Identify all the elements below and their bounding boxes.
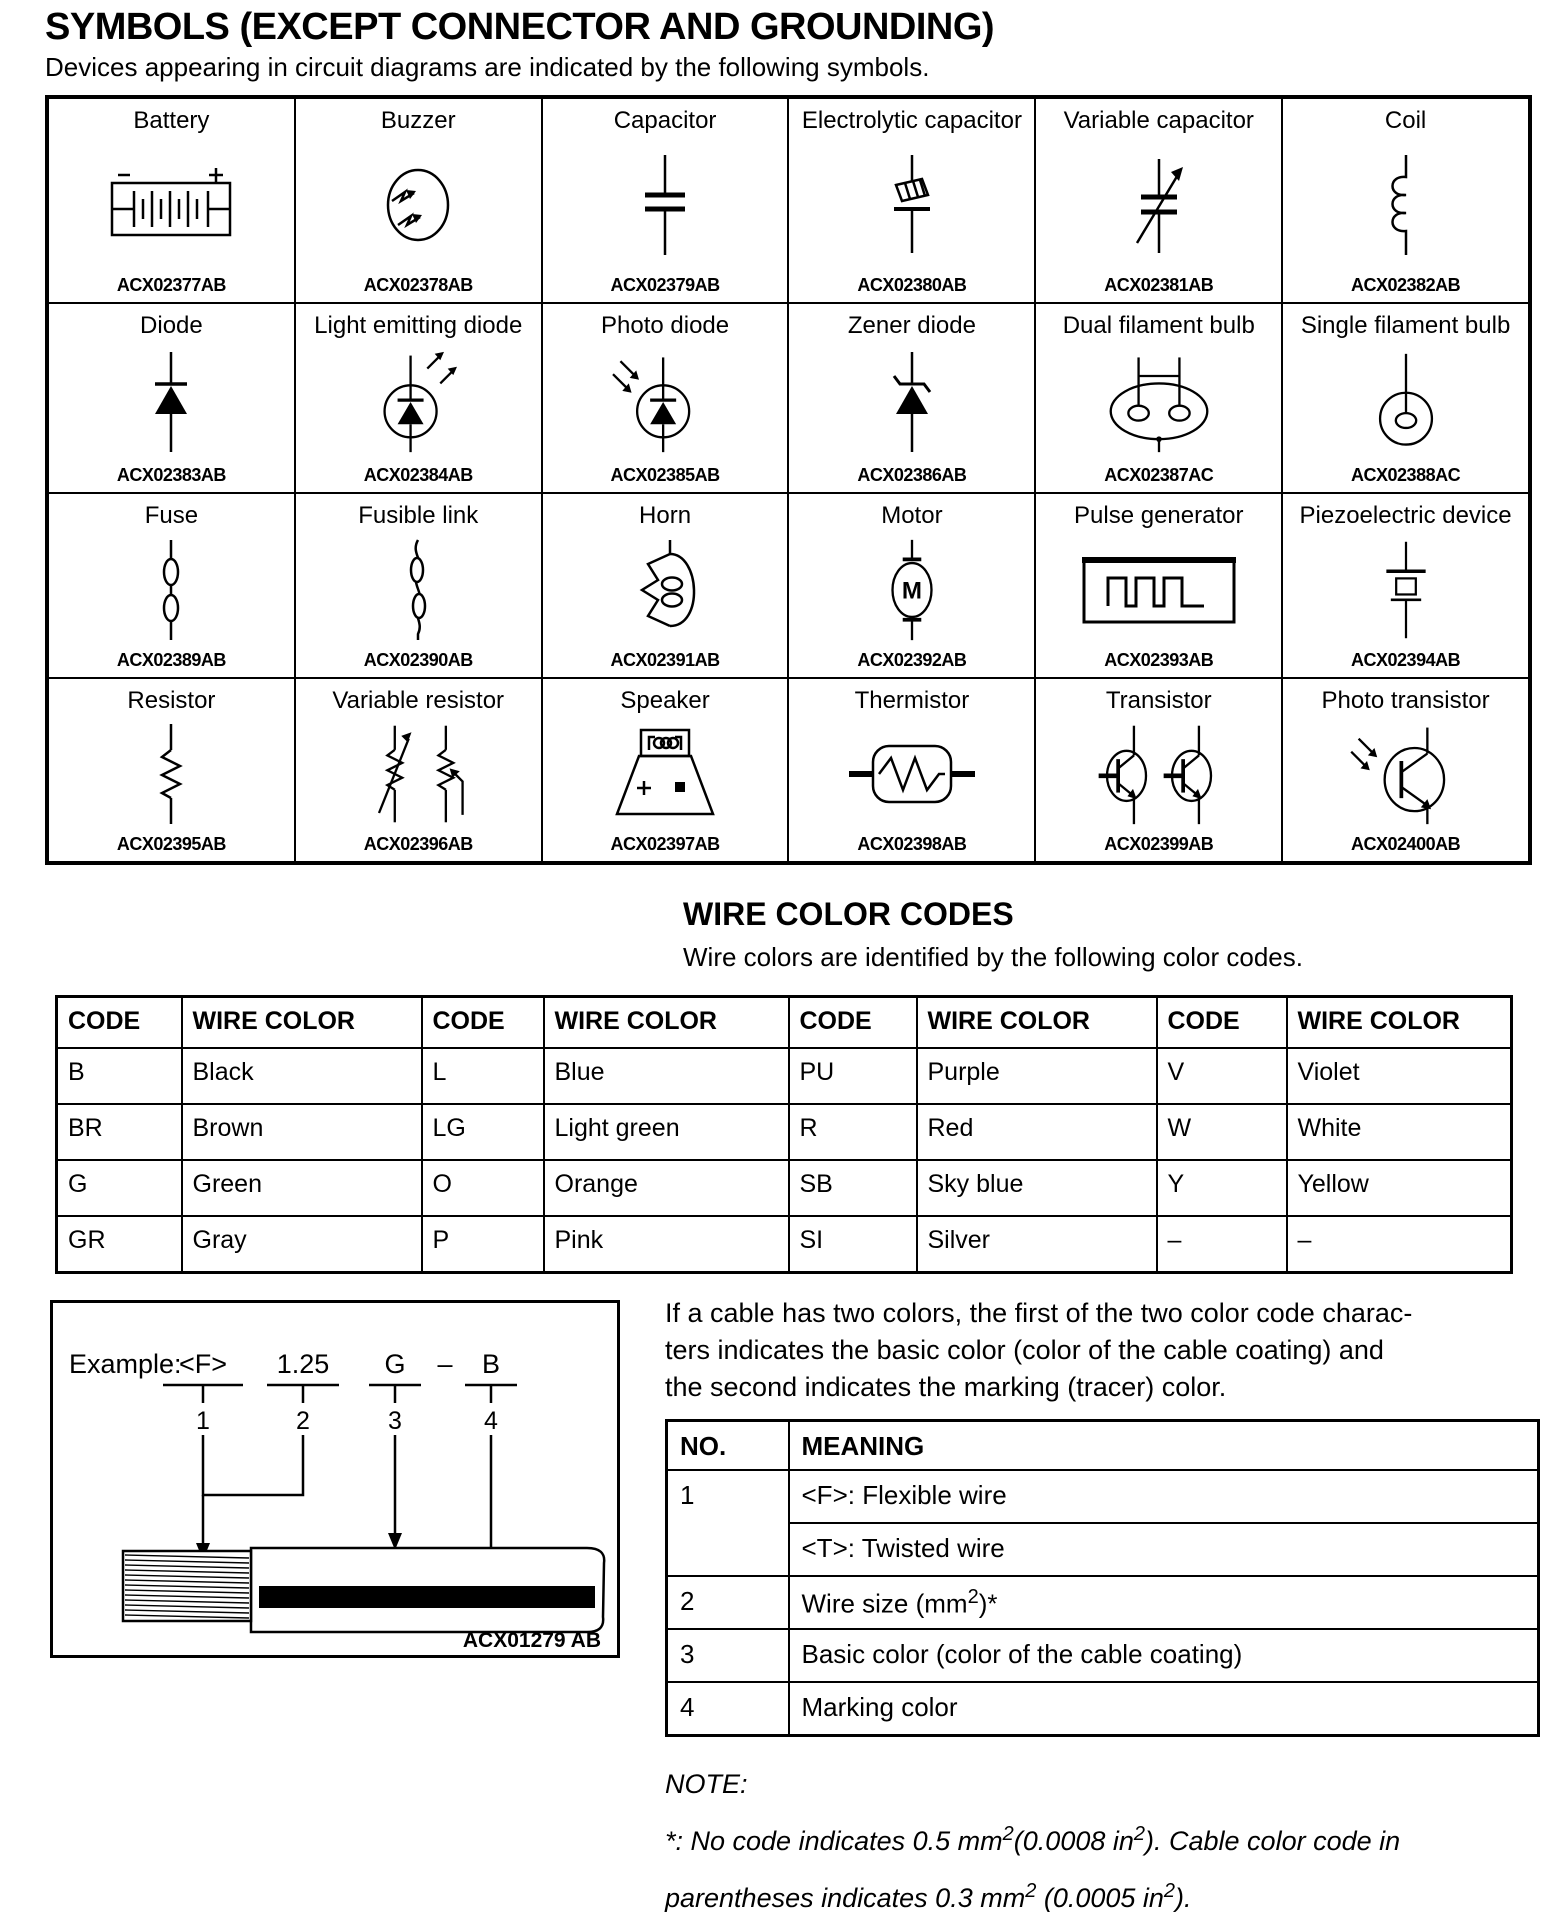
col-header: WIRE COLOR	[182, 997, 422, 1049]
symbol-label: Piezoelectric device	[1299, 502, 1512, 529]
symbol-label: Fusible link	[358, 502, 479, 529]
wire-code-cell: G	[57, 1160, 182, 1216]
wire-color-cell: Light green	[544, 1104, 789, 1160]
symbol-cell-variable-resistor	[295, 678, 542, 862]
wire-code-cell: O	[422, 1160, 544, 1216]
wire-code-cell: BR	[57, 1104, 182, 1160]
wire-color-cell: –	[1287, 1216, 1512, 1273]
symbol-code: ACX02378AB	[363, 275, 473, 295]
dual-filament-bulb-icon	[1084, 339, 1234, 465]
buzzer-icon	[368, 134, 468, 275]
wire-code-cell: W	[1157, 1104, 1287, 1160]
wire-color-cell: Green	[182, 1160, 422, 1216]
meaning-cell	[789, 1576, 1539, 1629]
table-row	[667, 1682, 1539, 1736]
wire-color-table	[55, 995, 1513, 1274]
example-num-3: 3	[388, 1407, 402, 1435]
col-header: MEANING	[789, 1421, 1539, 1471]
wire-color-cell: Brown	[182, 1104, 422, 1160]
motor-letter: M	[901, 576, 922, 604]
resistor-icon	[121, 714, 221, 834]
table-row	[667, 1629, 1539, 1682]
symbol-cell-photo-diode	[542, 303, 789, 493]
diode-icon	[121, 339, 221, 465]
table-row	[57, 1048, 1512, 1104]
single-filament-bulb-icon	[1351, 339, 1461, 465]
note-text: ). Cable color code in	[1145, 1826, 1401, 1856]
symbol-code: ACX02395AB	[116, 834, 226, 854]
page-title: SYMBOLS (EXCEPT CONNECTOR AND GROUNDING)	[45, 6, 995, 48]
symbol-cell-piezoelectric-device	[1282, 493, 1529, 678]
symbol-label: Fuse	[144, 502, 199, 529]
symbol-label: Motor	[881, 502, 943, 529]
wire-color-cell: Orange	[544, 1160, 789, 1216]
symbol-cell-motor	[788, 493, 1035, 678]
wire-color-cell: Pink	[544, 1216, 789, 1273]
table-row	[667, 1523, 1539, 1576]
fusible-link-icon	[368, 529, 468, 650]
symbol-label: Coil	[1384, 107, 1427, 134]
wire-color-cell: Silver	[917, 1216, 1157, 1273]
meaning-cell: Basic color (color of the cable coating)	[789, 1629, 1539, 1682]
note-text: parentheses indicates 0.3 mm	[665, 1883, 1026, 1912]
wire-color-cell: White	[1287, 1104, 1512, 1160]
symbol-code: ACX02399AB	[1104, 834, 1214, 854]
cable-text-line: the second indicates the marking (tracer) color.	[665, 1372, 1227, 1402]
note-text: (0.0008 in	[1013, 1826, 1134, 1856]
symbol-label: Resistor	[127, 687, 216, 714]
superscript: 2	[1133, 1823, 1146, 1845]
battery-icon	[106, 134, 236, 275]
symbol-label: Light emitting diode	[314, 312, 523, 339]
symbol-label: Zener diode	[847, 312, 976, 339]
wire-color-cell: Sky blue	[917, 1160, 1157, 1216]
table-row	[667, 1470, 1539, 1523]
symbol-label: Variable resistor	[332, 687, 505, 714]
cable-text-line: If a cable has two colors, the first of the two color code charac-	[665, 1298, 1413, 1328]
fuse-icon	[121, 529, 221, 650]
wire-code-cell: P	[422, 1216, 544, 1273]
cable-text-line: ters indicates the basic color (color of the cable coating) and	[665, 1335, 1384, 1365]
electrolytic-capacitor-icon	[862, 134, 962, 275]
symbol-label: Electrolytic capacitor	[801, 107, 1022, 134]
no-cell: 2	[667, 1576, 789, 1629]
wire-code-cell: L	[422, 1048, 544, 1104]
table-header-row	[667, 1421, 1539, 1471]
symbol-label: Capacitor	[613, 107, 717, 134]
symbol-cell-fuse	[48, 493, 295, 678]
symbol-code: ACX02398AB	[857, 834, 967, 854]
symbol-code: ACX02383AB	[116, 465, 226, 485]
symbol-code: ACX02394AB	[1351, 650, 1461, 670]
symbol-cell-variable-capacitor	[1035, 98, 1282, 303]
wire-code-cell: B	[57, 1048, 182, 1104]
symbol-code: ACX02388AC	[1351, 465, 1461, 485]
symbol-cell-thermistor	[788, 678, 1035, 862]
symbol-cell-pulse-generator	[1035, 493, 1282, 678]
symbol-label: Buzzer	[380, 107, 456, 134]
table-row	[667, 1576, 1539, 1629]
symbol-code: ACX02400AB	[1351, 834, 1461, 854]
meaning-cell: Marking color	[789, 1682, 1539, 1736]
no-cell: 4	[667, 1682, 789, 1736]
symbol-cell-coil	[1282, 98, 1529, 303]
meaning-text: Wire size (mm	[801, 1588, 968, 1619]
symbol-cell-capacitor	[542, 98, 789, 303]
symbol-cell-single-filament-bulb	[1282, 303, 1529, 493]
wire-code-cell: SI	[789, 1216, 917, 1273]
transistor-icon	[1084, 714, 1234, 834]
example-num-1: 1	[196, 1407, 210, 1435]
symbol-label: Battery	[133, 107, 210, 134]
symbol-label: Variable capacitor	[1063, 107, 1254, 134]
symbol-label: Horn	[639, 502, 692, 529]
note-block	[665, 1759, 1540, 1912]
wire-color-cell: Violet	[1287, 1048, 1512, 1104]
symbol-label: Transistor	[1105, 687, 1212, 714]
symbol-code: ACX02391AB	[610, 650, 720, 670]
symbol-code: ACX02389AB	[116, 650, 226, 670]
meaning-table	[665, 1419, 1540, 1737]
meaning-text: )*	[978, 1588, 998, 1619]
col-header: WIRE COLOR	[544, 997, 789, 1049]
symbol-code: ACX02386AB	[857, 465, 967, 485]
col-header: CODE	[1157, 997, 1287, 1049]
marking-stripe	[259, 1586, 595, 1608]
wire-color-cell: Yellow	[1287, 1160, 1512, 1216]
wire-color-codes-title: WIRE COLOR CODES	[683, 896, 1014, 932]
symbol-code: ACX02390AB	[363, 650, 473, 670]
symbol-label: Speaker	[620, 687, 710, 714]
zener-diode-icon	[862, 339, 962, 465]
photo-transistor-icon	[1341, 714, 1471, 834]
note-label: NOTE:	[665, 1769, 748, 1799]
symbol-cell-horn	[542, 493, 789, 678]
superscript: 2	[967, 1586, 979, 1608]
photo-diode-icon	[605, 339, 725, 465]
led-icon	[358, 339, 478, 465]
col-header: CODE	[57, 997, 182, 1049]
table-row	[57, 1216, 1512, 1273]
symbol-code: ACX02393AB	[1104, 650, 1214, 670]
wire-color-cell: Black	[182, 1048, 422, 1104]
symbol-label: Thermistor	[854, 687, 970, 714]
wire-code-example-figure	[50, 1300, 620, 1658]
symbol-code: ACX02396AB	[363, 834, 473, 854]
symbol-code: ACX02380AB	[857, 275, 967, 295]
symbol-code: ACX02387AC	[1104, 465, 1214, 485]
wire-color-cell: Blue	[544, 1048, 789, 1104]
example-num-2: 2	[296, 1407, 310, 1435]
symbol-cell-electrolytic-capacitor	[788, 98, 1035, 303]
coil-icon	[1356, 134, 1456, 275]
symbol-label: Diode	[140, 312, 203, 339]
symbol-cell-led	[295, 303, 542, 493]
variable-resistor-icon	[348, 714, 488, 834]
symbol-cell-transistor	[1035, 678, 1282, 862]
wire-color-cell: Purple	[917, 1048, 1157, 1104]
symbol-label: Photo diode	[601, 312, 730, 339]
page-subtitle: Devices appearing in circuit diagrams are indicated by the following symbols.	[45, 52, 930, 82]
symbol-code: ACX02381AB	[1104, 275, 1214, 295]
col-header: WIRE COLOR	[1287, 997, 1512, 1049]
note-text: *: No code indicates 0.5 mm	[665, 1826, 1003, 1856]
example-separator: –	[437, 1349, 453, 1379]
wire-code-cell: R	[789, 1104, 917, 1160]
col-header: CODE	[789, 997, 917, 1049]
note-text: ).	[1175, 1883, 1192, 1912]
wire-code-cell: –	[1157, 1216, 1287, 1273]
wire-code-cell: PU	[789, 1048, 917, 1104]
piezoelectric-device-icon	[1351, 529, 1461, 650]
wire-code-cell: V	[1157, 1048, 1287, 1104]
symbol-cell-battery	[48, 98, 295, 303]
example-part-marking-color: B	[481, 1349, 501, 1379]
superscript: 2	[1163, 1880, 1176, 1902]
symbol-code: ACX02397AB	[610, 834, 720, 854]
no-cell: 1	[667, 1470, 789, 1576]
wire-color-cell: Gray	[182, 1216, 422, 1273]
example-prefix: Example:	[69, 1349, 182, 1379]
speaker-icon	[609, 714, 721, 834]
symbol-cell-zener-diode	[788, 303, 1035, 493]
wire-code-cell: GR	[57, 1216, 182, 1273]
note-line	[665, 1866, 1540, 1912]
note-line	[665, 1809, 1540, 1866]
wire-code-cell: LG	[422, 1104, 544, 1160]
symbol-cell-speaker	[542, 678, 789, 862]
example-part-flexible: <F>	[178, 1349, 228, 1379]
figure-code: ACX01279 AB	[462, 1629, 601, 1652]
table-header-row	[57, 997, 1512, 1049]
col-header: WIRE COLOR	[917, 997, 1157, 1049]
cable-color-explanation	[665, 1295, 1540, 1912]
capacitor-icon	[615, 134, 715, 275]
thermistor-icon	[847, 714, 977, 834]
horn-icon	[610, 529, 720, 650]
meaning-cell: <F>: Flexible wire	[789, 1470, 1539, 1523]
symbol-label: Photo transistor	[1321, 687, 1490, 714]
motor-icon	[862, 529, 962, 650]
wire-code-cell: Y	[1157, 1160, 1287, 1216]
variable-capacitor-icon	[1109, 134, 1209, 275]
no-cell: 3	[667, 1629, 789, 1682]
wire-color-cell: Red	[917, 1104, 1157, 1160]
pulse-generator-icon	[1074, 529, 1244, 650]
symbol-code: ACX02379AB	[610, 275, 720, 295]
col-header: NO.	[667, 1421, 789, 1471]
symbol-code: ACX02384AB	[363, 465, 473, 485]
symbol-label: Pulse generator	[1074, 502, 1244, 529]
symbol-cell-photo-transistor	[1282, 678, 1529, 862]
example-part-basic-color: G	[384, 1349, 406, 1379]
meaning-cell: <T>: Twisted wire	[789, 1523, 1539, 1576]
wire-color-codes-subtitle: Wire colors are identified by the following color codes.	[683, 942, 1303, 972]
symbol-cell-dual-filament-bulb	[1035, 303, 1282, 493]
superscript: 2	[1002, 1823, 1014, 1845]
note-text: (0.0005 in	[1036, 1883, 1164, 1912]
symbol-label: Dual filament bulb	[1062, 312, 1255, 339]
wire-code-cell: SB	[789, 1160, 917, 1216]
symbols-table	[45, 95, 1532, 865]
symbol-code: ACX02377AB	[116, 275, 226, 295]
example-part-size: 1.25	[276, 1349, 330, 1379]
symbol-cell-buzzer	[295, 98, 542, 303]
symbol-code: ACX02392AB	[857, 650, 967, 670]
col-header: CODE	[422, 997, 544, 1049]
table-row	[57, 1160, 1512, 1216]
table-row	[57, 1104, 1512, 1160]
example-num-4: 4	[484, 1407, 498, 1435]
symbol-cell-resistor	[48, 678, 295, 862]
symbol-code: ACX02385AB	[610, 465, 720, 485]
symbol-code: ACX02382AB	[1351, 275, 1461, 295]
symbol-label: Single filament bulb	[1300, 312, 1511, 339]
symbol-cell-diode	[48, 303, 295, 493]
superscript: 2	[1025, 1880, 1037, 1902]
symbol-cell-fusible-link	[295, 493, 542, 678]
